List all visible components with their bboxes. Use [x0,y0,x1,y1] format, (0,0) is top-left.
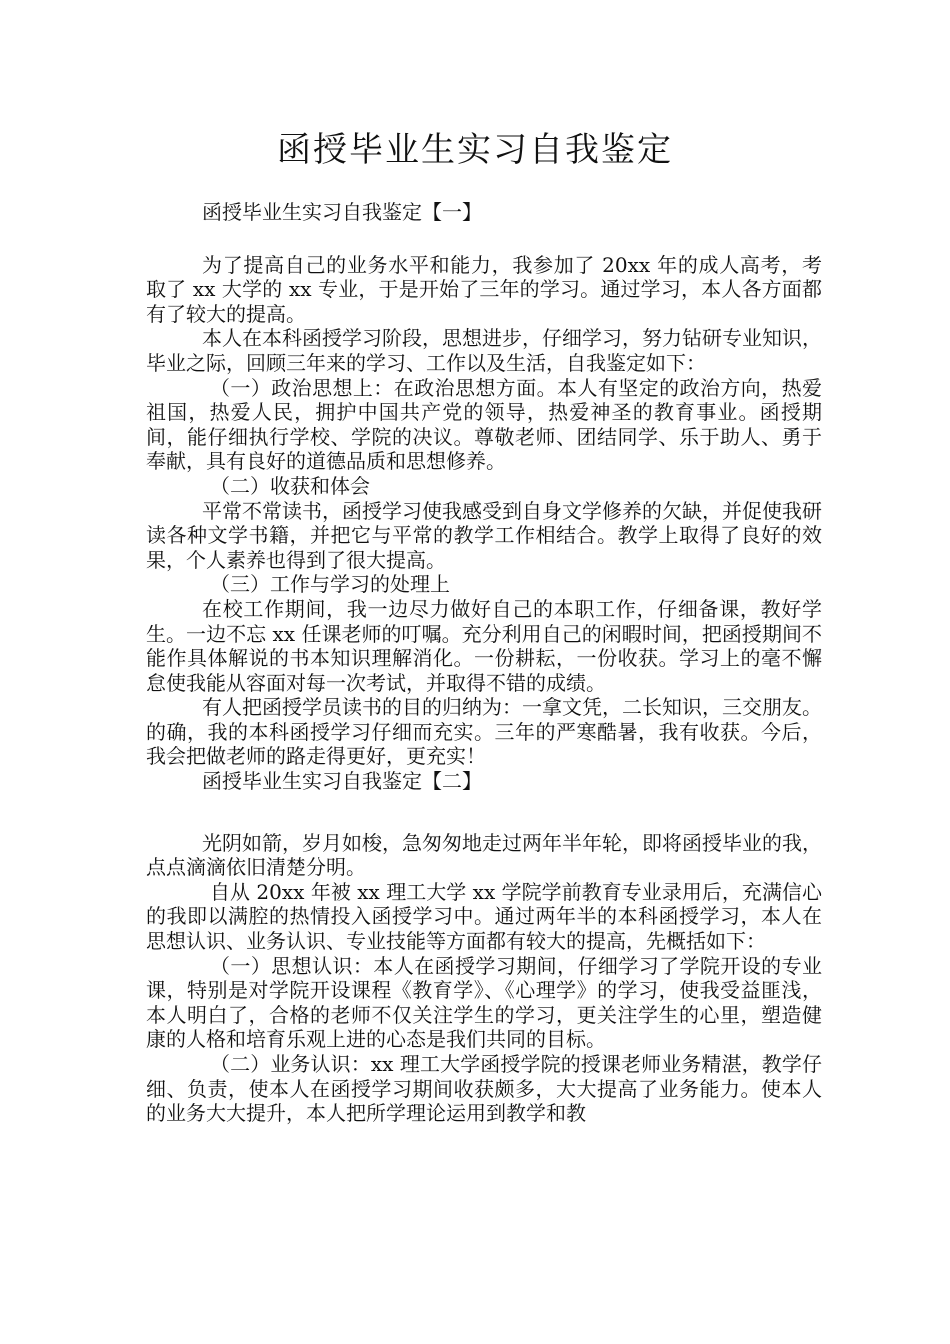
section-heading-1: 函授毕业生实习自我鉴定【一】 [202,200,482,224]
section-heading-2: 函授毕业生实习自我鉴定【二】 [202,769,482,794]
paragraph: （二）业务认识：xx 理工大学函授学院的授课老师业务精湛，教学仔细、负责，使本人在函授学习期间收获颇多，大大提高了业务能力。使本人的业务大大提升，本人把所学理论运用到教学和教 [146,1052,822,1126]
subheading: （二）收获和体会 [210,473,370,498]
page-title: 函授毕业生实习自我鉴定 [277,130,673,170]
paragraph: 自从 20xx 年被 xx 理工大学 xx 学院学前教育专业录用后，充满信心的我即以满腔的热情投入函授学习中。通过两年半的本科函授学习，本人在思想认识、业务认识、专业技能等方面都有较大的提高，先概括如下： [146,879,822,954]
document-body [146,200,822,1126]
subheading: （三）工作与学习的处理上 [210,572,450,597]
paragraph: （一）政治思想上：在政治思想方面。本人有坚定的政治方向，热爱祖国，热爱人民，拥护中国共产党的领导，热爱神圣的教育事业。函授期间，能仔细执行学校、学院的决议。尊敬老师、团结同学、乐于助人、勇于奉献，具有良好的道德品质和思想修养。 [146,375,822,474]
paragraph: 光阴如箭，岁月如梭，急匆匆地走过两年半年轮，即将函授毕业的我，点点滴滴依旧清楚分明。 [146,830,822,880]
paragraph: 平常不常读书，函授学习使我感受到自身文学修养的欠缺，并促使我研读各种文学书籍，并把它与平常的教学工作相结合。教学上取得了良好的效果，个人素养也得到了很大提高。 [146,498,822,572]
paragraph: （一）思想认识：本人在函授学习期间，仔细学习了学院开设的专业课，特别是对学院开设课程《教育学》、《心理学》的学习，使我受益匪浅，本人明白了，合格的老师不仅关注学生的学习，更关注学生的心里，塑造健康的人格和培育乐观上进的心态是我们共同的目标。 [146,953,822,1052]
paragraph: 在校工作期间，我一边尽力做好自己的本职工作，仔细备课，教好学生。一边不忘 xx 任课老师的叮嘱。充分利用自己的闲暇时间，把函授期间不能作具体解说的书本知识理解消化。一份耕耘，一份收获。学习上的毫不懈怠使我能从容面对每一次考试，并取得不错的成绩。 [146,596,822,695]
paragraph: 本人在本科函授学习阶段，思想进步，仔细学习，努力钻研专业知识，毕业之际，回顾三年来的学习、工作以及生活，自我鉴定如下： [146,326,822,375]
paragraph: 为了提高自己的业务水平和能力，我参加了 20xx 年的成人高考，考取了 xx 大学的 xx 专业，于是开始了三年的学习。通过学习，本人各方面都有了较大的提高。 [146,252,822,326]
paragraph: 有人把函授学员读书的目的归纳为：一拿文凭，二长知识，三交朋友。的确，我的本科函授学习仔细而充实。三年的严寒酷暑，我有收获。今后，我会把做老师的路走得更好，更充实！ [146,695,822,769]
